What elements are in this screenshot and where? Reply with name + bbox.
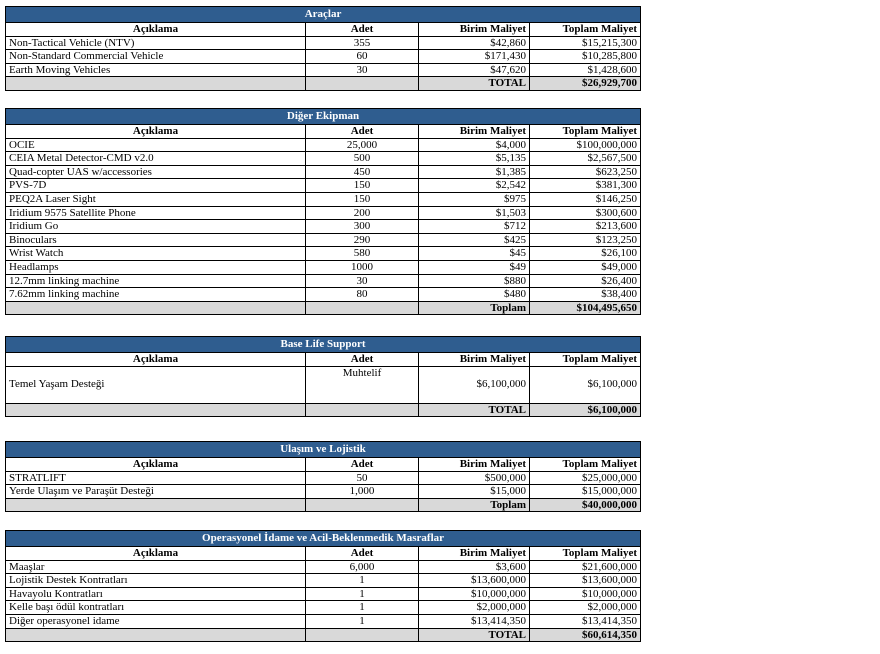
cell-desc: Lojistik Destek Kontratları <box>6 574 306 588</box>
cell-qty: 1 <box>306 574 419 588</box>
table-row <box>6 274 641 288</box>
cell-unit: $3,600 <box>419 560 530 574</box>
table-row <box>6 560 641 574</box>
cell-desc: Quad-copter UAS w/accessories <box>6 165 306 179</box>
cell-total: $49,000 <box>530 260 641 274</box>
cell-qty: 500 <box>306 152 419 166</box>
total-spacer <box>306 301 419 315</box>
cell-unit: $42,860 <box>419 36 530 50</box>
cell-qty: 1000 <box>306 260 419 274</box>
cell-unit: $1,503 <box>419 206 530 220</box>
cell-unit: $13,600,000 <box>419 574 530 588</box>
cell-total: $15,215,300 <box>530 36 641 50</box>
total-label: TOTAL <box>419 403 530 417</box>
col-header-unit: Birim Maliyet <box>419 353 530 367</box>
diger-ekipman-table <box>5 108 641 315</box>
total-row <box>6 498 641 512</box>
operasyonel-idame-table <box>5 530 641 642</box>
cell-unit: $975 <box>419 192 530 206</box>
total-spacer <box>6 77 306 91</box>
total-value: $26,929,700 <box>530 77 641 91</box>
cell-desc: Diğer operasyonel idame <box>6 614 306 628</box>
table-row <box>6 220 641 234</box>
cell-qty: 25,000 <box>306 138 419 152</box>
cell-desc: OCIE <box>6 138 306 152</box>
col-header-unit: Birim Maliyet <box>419 23 530 37</box>
table-row <box>6 366 641 403</box>
cell-total: $10,000,000 <box>530 587 641 601</box>
cell-total: $26,400 <box>530 274 641 288</box>
cell-total: $6,100,000 <box>530 366 641 403</box>
cell-unit: $4,000 <box>419 138 530 152</box>
total-value: $6,100,000 <box>530 403 641 417</box>
cell-unit: $500,000 <box>419 471 530 485</box>
table-row <box>6 601 641 615</box>
total-label: TOTAL <box>419 628 530 642</box>
cell-total: $38,400 <box>530 288 641 302</box>
cell-qty: Muhtelif <box>306 366 419 403</box>
cell-unit: $13,414,350 <box>419 614 530 628</box>
table-row <box>6 179 641 193</box>
total-row <box>6 301 641 315</box>
table-title: Araçlar <box>6 7 641 23</box>
total-spacer <box>306 498 419 512</box>
cell-total: $100,000,000 <box>530 138 641 152</box>
cell-unit: $2,542 <box>419 179 530 193</box>
table-row <box>6 192 641 206</box>
total-row <box>6 403 641 417</box>
table-row <box>6 165 641 179</box>
cell-total: $10,285,800 <box>530 50 641 64</box>
cell-qty: 150 <box>306 179 419 193</box>
col-header-unit: Birim Maliyet <box>419 125 530 139</box>
table-row <box>6 233 641 247</box>
cell-unit: $47,620 <box>419 63 530 77</box>
cell-qty: 200 <box>306 206 419 220</box>
ulasim-lojistik-table <box>5 441 641 512</box>
table-row <box>6 471 641 485</box>
cell-total: $381,300 <box>530 179 641 193</box>
cell-desc: Non-Standard Commercial Vehicle <box>6 50 306 64</box>
total-spacer <box>306 77 419 91</box>
col-header-unit: Birim Maliyet <box>419 547 530 561</box>
cell-qty: 355 <box>306 36 419 50</box>
table-row <box>6 63 641 77</box>
cell-desc: Havayolu Kontratları <box>6 587 306 601</box>
col-header-total: Toplam Maliyet <box>530 547 641 561</box>
cell-qty: 450 <box>306 165 419 179</box>
col-header-qty: Adet <box>306 547 419 561</box>
cell-total: $1,428,600 <box>530 63 641 77</box>
col-header-desc: Açıklama <box>6 353 306 367</box>
total-spacer <box>6 628 306 642</box>
table-row <box>6 247 641 261</box>
cell-unit: $49 <box>419 260 530 274</box>
total-label: TOTAL <box>419 77 530 91</box>
cell-qty: 6,000 <box>306 560 419 574</box>
cell-unit: $2,000,000 <box>419 601 530 615</box>
cell-desc: Temel Yaşam Desteği <box>6 366 306 403</box>
total-value: $104,495,650 <box>530 301 641 315</box>
cell-total: $15,000,000 <box>530 485 641 499</box>
cell-desc: Iridium 9575 Satellite Phone <box>6 206 306 220</box>
cell-qty: 30 <box>306 63 419 77</box>
cell-desc: PVS-7D <box>6 179 306 193</box>
cell-total: $213,600 <box>530 220 641 234</box>
table-title: Ulaşım ve Lojistik <box>6 442 641 458</box>
total-spacer <box>6 403 306 417</box>
total-spacer <box>306 403 419 417</box>
col-header-qty: Adet <box>306 458 419 472</box>
cell-desc: Headlamps <box>6 260 306 274</box>
table-row <box>6 288 641 302</box>
cell-total: $25,000,000 <box>530 471 641 485</box>
cell-qty: 80 <box>306 288 419 302</box>
cell-desc: Wrist Watch <box>6 247 306 261</box>
cell-desc: Yerde Ulaşım ve Paraşüt Desteği <box>6 485 306 499</box>
cell-desc: Kelle başı ödül kontratları <box>6 601 306 615</box>
table-title: Diğer Ekipman <box>6 109 641 125</box>
cell-total: $123,250 <box>530 233 641 247</box>
cell-unit: $171,430 <box>419 50 530 64</box>
cell-qty: 1,000 <box>306 485 419 499</box>
col-header-total: Toplam Maliyet <box>530 458 641 472</box>
cell-unit: $425 <box>419 233 530 247</box>
total-value: $40,000,000 <box>530 498 641 512</box>
araclar-table <box>5 6 641 91</box>
cell-desc: 7.62mm linking machine <box>6 288 306 302</box>
total-label: Toplam <box>419 498 530 512</box>
cell-unit: $5,135 <box>419 152 530 166</box>
cell-qty: 1 <box>306 601 419 615</box>
cell-total: $13,414,350 <box>530 614 641 628</box>
cell-unit: $45 <box>419 247 530 261</box>
cell-qty: 50 <box>306 471 419 485</box>
cell-desc: STRATLIFT <box>6 471 306 485</box>
cell-total: $21,600,000 <box>530 560 641 574</box>
col-header-total: Toplam Maliyet <box>530 353 641 367</box>
table-row <box>6 36 641 50</box>
cell-total: $300,600 <box>530 206 641 220</box>
cell-desc: CEIA Metal Detector-CMD v2.0 <box>6 152 306 166</box>
cell-qty: 30 <box>306 274 419 288</box>
base-life-support-table <box>5 336 641 417</box>
table-row <box>6 206 641 220</box>
total-spacer <box>306 628 419 642</box>
total-spacer <box>6 301 306 315</box>
table-row <box>6 587 641 601</box>
col-header-desc: Açıklama <box>6 458 306 472</box>
cell-qty: 150 <box>306 192 419 206</box>
col-header-desc: Açıklama <box>6 23 306 37</box>
table-row <box>6 260 641 274</box>
cell-total: $2,000,000 <box>530 601 641 615</box>
table-title: Base Life Support <box>6 337 641 353</box>
table-row <box>6 485 641 499</box>
col-header-unit: Birim Maliyet <box>419 458 530 472</box>
cell-total: $146,250 <box>530 192 641 206</box>
cell-qty: 1 <box>306 587 419 601</box>
cell-qty: 290 <box>306 233 419 247</box>
cell-qty: 1 <box>306 614 419 628</box>
total-label: Toplam <box>419 301 530 315</box>
table-row <box>6 138 641 152</box>
cell-qty: 580 <box>306 247 419 261</box>
cell-qty: 300 <box>306 220 419 234</box>
cell-unit: $1,385 <box>419 165 530 179</box>
cell-unit: $480 <box>419 288 530 302</box>
col-header-desc: Açıklama <box>6 125 306 139</box>
table-row <box>6 574 641 588</box>
cell-unit: $15,000 <box>419 485 530 499</box>
table-row <box>6 614 641 628</box>
total-row <box>6 628 641 642</box>
cell-desc: Iridium Go <box>6 220 306 234</box>
cell-unit: $712 <box>419 220 530 234</box>
col-header-qty: Adet <box>306 353 419 367</box>
cell-desc: Earth Moving Vehicles <box>6 63 306 77</box>
cell-total: $26,100 <box>530 247 641 261</box>
total-value: $60,614,350 <box>530 628 641 642</box>
col-header-desc: Açıklama <box>6 547 306 561</box>
cell-unit: $10,000,000 <box>419 587 530 601</box>
total-spacer <box>6 498 306 512</box>
cell-unit: $6,100,000 <box>419 366 530 403</box>
cell-total: $13,600,000 <box>530 574 641 588</box>
col-header-qty: Adet <box>306 125 419 139</box>
cell-desc: Non-Tactical Vehicle (NTV) <box>6 36 306 50</box>
col-header-total: Toplam Maliyet <box>530 125 641 139</box>
col-header-qty: Adet <box>306 23 419 37</box>
table-title: Operasyonel İdame ve Acil-Beklenmedik Masraflar <box>6 531 641 547</box>
table-row <box>6 50 641 64</box>
cell-total: $623,250 <box>530 165 641 179</box>
col-header-total: Toplam Maliyet <box>530 23 641 37</box>
total-row <box>6 77 641 91</box>
cell-desc: 12.7mm linking machine <box>6 274 306 288</box>
cell-total: $2,567,500 <box>530 152 641 166</box>
cell-desc: PEQ2A Laser Sight <box>6 192 306 206</box>
cell-desc: Maaşlar <box>6 560 306 574</box>
table-row <box>6 152 641 166</box>
cell-unit: $880 <box>419 274 530 288</box>
cell-desc: Binoculars <box>6 233 306 247</box>
cell-qty: 60 <box>306 50 419 64</box>
